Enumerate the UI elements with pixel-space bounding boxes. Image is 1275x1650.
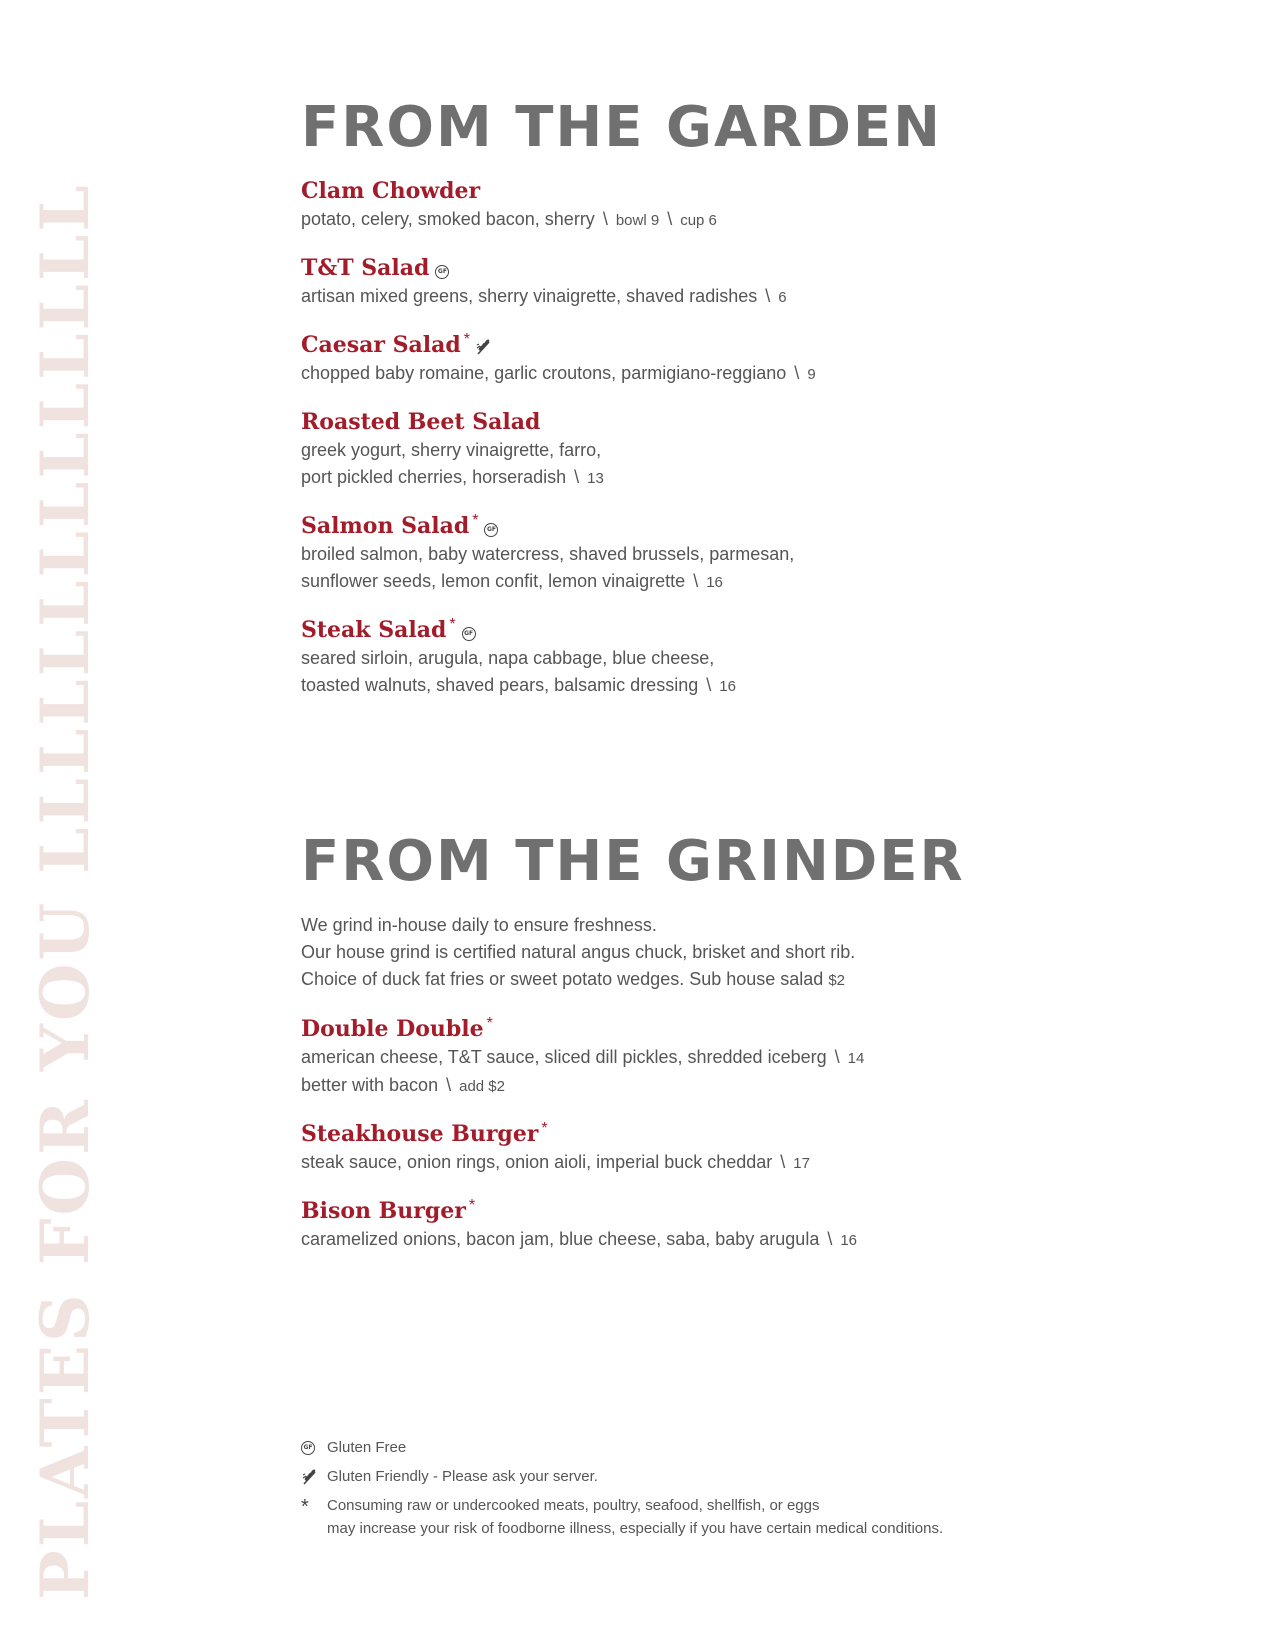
raw-warning-asterisk: * [472,512,479,529]
menu-item-description [301,283,1021,311]
description-text: better with bacon [301,1075,439,1095]
warning-line: may increase your risk of foodborne illness, especially if you have certain medical conditions. [327,1520,944,1537]
gluten-free-icon: GF [462,627,476,641]
menu-item-header [301,255,1021,283]
menu-item-name: Bison Burger [301,1198,466,1224]
menu-item [301,1198,1021,1254]
menu-item-name: Steakhouse Burger [301,1121,539,1147]
description-text: chopped baby romaine, garlic croutons, parmigiano-reggiano [301,363,787,383]
menu-item-description [301,672,1021,700]
garden-section-title: FROM THE GARDEN [301,95,943,160]
intro-line: We grind in-house daily to ensure freshness. [301,915,657,935]
menu-item [301,255,1021,311]
menu-item-price: cup 6 [680,212,717,229]
menu-item-header [301,409,1021,437]
price-separator: \ [794,363,800,383]
grinder-section [301,829,1021,1254]
menu-item [301,332,1021,388]
price-separator: \ [706,675,712,695]
side-banner: PLATES FOR YOU LLLLLLLLLLLLLL [26,182,104,1600]
menu-item [301,617,1021,700]
legend-gluten-free-label: Gluten Free [327,1439,407,1456]
menu-item-description [301,1072,1021,1100]
price-separator: \ [780,1152,786,1172]
menu-item-header [301,332,1021,360]
grinder-items [301,1016,1021,1254]
price-separator: \ [693,571,699,591]
description-text: port pickled cherries, horseradish [301,467,567,487]
menu-item-price: 6 [778,289,787,306]
intro-line [301,966,1021,994]
menu-item-header [301,1198,1021,1226]
intro-price: $2 [828,972,846,989]
menu-item-header [301,178,1021,206]
raw-warning-asterisk: * [449,616,456,633]
menu-item-name: Caesar Salad [301,332,461,358]
menu-item-description [301,1226,1021,1254]
legend-gluten-free [301,1436,1061,1459]
gluten-free-icon: GF [484,523,498,537]
intro-text: Choice of duck fat fries or sweet potato wedges. Sub house salad [301,969,824,989]
grinder-section-title: FROM THE GRINDER [301,829,965,894]
legend-gluten-friendly [301,1465,1061,1488]
menu-item-description [301,568,1021,596]
menu-item-price: 16 [840,1232,858,1249]
menu-item-header [301,513,1021,541]
price-separator: \ [574,467,580,487]
description-text: artisan mixed greens, sherry vinaigrette, shaved radishes [301,286,758,306]
menu-item-name: Clam Chowder [301,178,481,204]
description-text: toasted walnuts, shaved pears, balsamic dressing [301,675,699,695]
description-text: potato, celery, smoked bacon, sherry [301,209,595,229]
menu-item-name: T&T Salad [301,255,430,281]
warning-line: Consuming raw or undercooked meats, poultry, seafood, shellfish, or eggs [327,1497,820,1514]
price-separator: \ [827,1229,833,1249]
legend-gluten-friendly-label: Gluten Friendly - Please ask your server. [327,1468,598,1485]
menu-item-price: add $2 [459,1078,505,1095]
menu-item-description [301,1044,1021,1072]
menu-item-header [301,1121,1021,1149]
description-text: steak sauce, onion rings, onion aioli, imperial buck cheddar [301,1152,773,1172]
description-text: greek yogurt, sherry vinaigrette, farro, [301,440,602,460]
price-separator: \ [834,1047,840,1067]
asterisk-icon: * [301,1496,309,1518]
menu-item-description [301,360,1021,388]
menu-item-name: Double Double [301,1016,484,1042]
dietary-legend [301,1436,1061,1546]
gluten-free-icon: GF [301,1441,315,1455]
menu-item-header [301,617,1021,645]
description-text: seared sirloin, arugula, napa cabbage, blue cheese, [301,648,715,668]
description-text: american cheese, T&T sauce, sliced dill pickles, shredded iceberg [301,1047,827,1067]
menu-item [301,178,1021,234]
menu-item [301,1121,1021,1177]
menu-item-price: 17 [793,1155,810,1172]
menu-item-name: Steak Salad [301,617,447,643]
price-separator: \ [667,209,673,229]
menu-item [301,513,1021,596]
description-text: broiled salmon, baby watercress, shaved brussels, parmesan, [301,544,795,564]
price-separator: \ [765,286,771,306]
menu-item-price: 16 [706,574,723,591]
menu-item [301,1016,1021,1100]
garden-section [301,95,1021,700]
menu-item-price: 13 [587,470,604,487]
gluten-friendly-icon [301,1468,319,1486]
raw-warning-asterisk: * [486,1015,493,1032]
price-separator: \ [602,209,608,229]
raw-warning-asterisk: * [541,1120,548,1137]
gluten-free-icon: GF [435,265,449,279]
menu-item-description [301,206,1021,234]
menu-item [301,409,1021,492]
price-separator: \ [446,1075,452,1095]
menu-content [301,95,1021,1275]
grinder-intro [301,912,1021,994]
raw-warning-asterisk: * [463,331,471,348]
description-text: sunflower seeds, lemon confit, lemon vinaigrette [301,571,686,591]
menu-item-header [301,1016,1021,1044]
garden-items [301,178,1021,700]
menu-item-description [301,464,1021,492]
menu-item-name: Roasted Beet Salad [301,409,541,435]
menu-item-description [301,645,1021,672]
description-text: caramelized onions, bacon jam, blue cheese, saba, baby arugula [301,1229,820,1249]
menu-item-price: bowl 9 [615,212,660,229]
gluten-friendly-icon [475,338,493,356]
intro-line: Our house grind is certified natural angus chuck, brisket and short rib. [301,942,856,962]
menu-item-price: 9 [807,366,816,383]
menu-item-description [301,437,1021,464]
menu-item-price: 14 [847,1050,865,1067]
menu-item-price: 16 [719,678,736,695]
raw-warning-asterisk: * [468,1197,476,1214]
legend-raw-warning [301,1494,1061,1540]
menu-item-description [301,541,1021,568]
menu-item-name: Salmon Salad [301,513,470,539]
menu-item-description [301,1149,1021,1177]
